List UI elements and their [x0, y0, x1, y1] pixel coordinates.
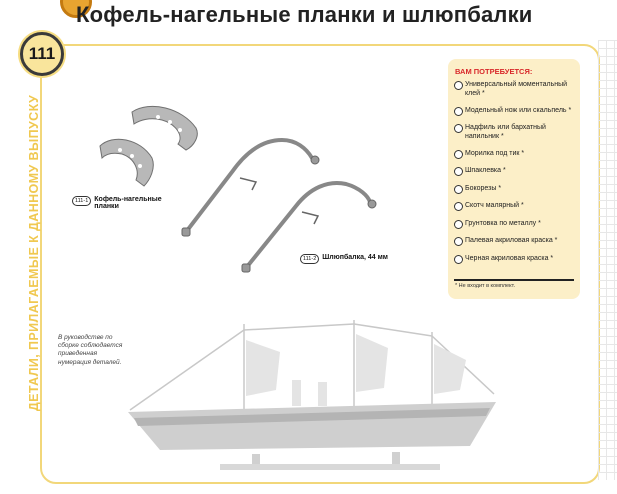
checkbox-circle-icon	[454, 202, 463, 211]
part-name: Кофель-нагельные планки	[94, 196, 162, 210]
required-item: Модельный нож или скальпель *	[454, 107, 576, 116]
required-item: Шпаклевка *	[454, 167, 576, 176]
required-item: Надфиль или бархатный напильник *	[454, 124, 576, 141]
checkbox-circle-icon	[454, 237, 463, 246]
page-title: Кофель-нагельные планки и шлюпбалки	[76, 2, 533, 27]
required-item: Бокорезы *	[454, 185, 576, 194]
panel-heading: ВАМ ПОТРЕБУЕТСЯ:	[455, 67, 533, 76]
panel-footnote: * Не входит в комплект.	[455, 283, 516, 289]
part-number-badge: 111-2	[300, 254, 319, 264]
checkbox-circle-icon	[454, 255, 463, 264]
checkbox-circle-icon	[454, 185, 463, 194]
required-items-list	[454, 81, 576, 272]
side-label: ДЕТАЛИ, ПРИЛАГАЕМЫЕ К ДАННОМУ ВЫПУСКУ	[27, 94, 41, 412]
checkbox-circle-icon	[454, 124, 463, 133]
required-item: Скотч малярный *	[454, 202, 576, 211]
required-item: Универсальный моментальный клей *	[454, 81, 576, 98]
part-number-badge: 111-1	[72, 196, 91, 206]
required-item: Морилка под тик *	[454, 150, 576, 159]
required-items-panel	[448, 59, 580, 299]
required-item: Черная акриловая краска *	[454, 255, 576, 264]
checkbox-circle-icon	[454, 150, 463, 159]
required-item: Палевая акриловая краска *	[454, 237, 576, 246]
guide-note: В руководстве по сборке соблюдается приведенная нумерация деталей.	[58, 334, 123, 366]
issue-number: 111	[20, 32, 64, 76]
checkbox-circle-icon	[454, 107, 463, 116]
panel-divider	[454, 279, 574, 281]
part-label-111-1	[72, 196, 172, 210]
part-name: Шлюпбалка, 44 мм	[322, 254, 388, 261]
checkbox-circle-icon	[454, 167, 463, 176]
required-item: Грунтовка по металлу *	[454, 220, 576, 229]
checkbox-circle-icon	[454, 81, 463, 90]
checkbox-circle-icon	[454, 220, 463, 229]
part-label-111-2	[300, 254, 388, 264]
